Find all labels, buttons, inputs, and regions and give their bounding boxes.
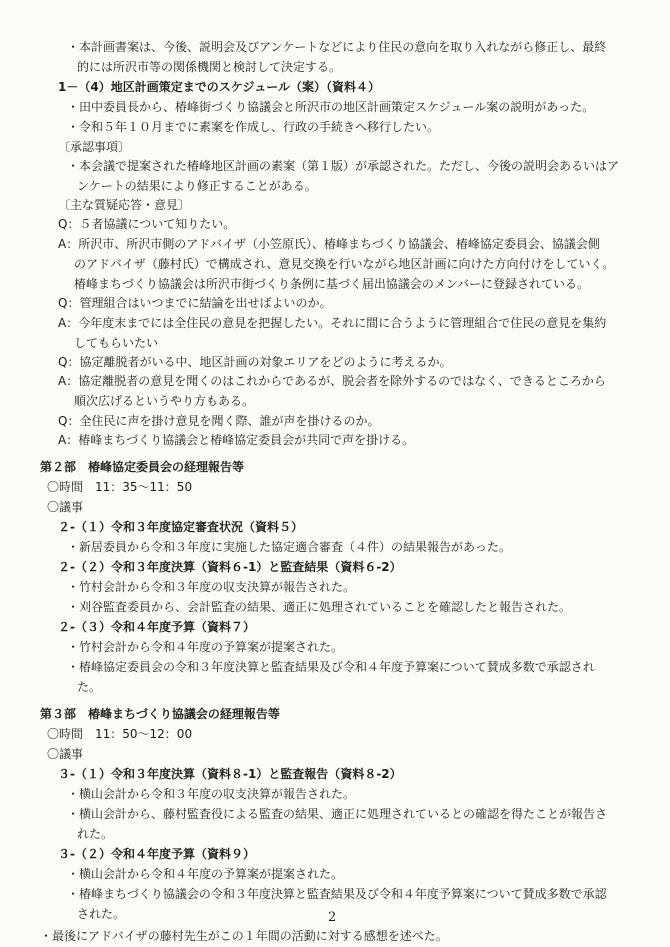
text-line: ・田中委員長から、椿峰街づくり協議会と所沢市の地区計画策定スケジュール案の説明があった。 bbox=[67, 100, 595, 114]
text-line: 的には所沢市等の関係機関と検討して決定する。 bbox=[77, 60, 342, 74]
text-line: Q：協定離脱者がいる中、地区計画の対象エリアをどのように考えるか。 bbox=[58, 355, 452, 369]
text-line: A：椿峰まちづくり協議会と椿峰協定委員会が共同で声を掛ける。 bbox=[58, 433, 415, 447]
text-line: 順次広げるというやり方もある。 bbox=[74, 394, 255, 408]
text-line: ・新居委員から令和３年度に実施した協定適合審査（４件）の結果報告があった。 bbox=[67, 540, 511, 554]
section-heading: ２-（３）令和４年度予算（資料７） bbox=[58, 620, 255, 634]
text-line: ンケートの結果により修正することがある。 bbox=[77, 179, 317, 193]
page-number: 2 bbox=[328, 910, 337, 925]
closing-line: ・最後にアドバイザの藤村先生がこの１年間の活動に対する感想を述べた。 bbox=[40, 929, 448, 943]
text-line: ・本計画書案は、今後、説明会及びアンケートなどにより住民の意向を取り入れながら修正し、最終 bbox=[67, 40, 607, 54]
text-line: ・竹村会計から令和３年度の収支決算が報告された。 bbox=[67, 580, 356, 594]
text-line: 〇時間 11：50～12：00 bbox=[47, 727, 193, 741]
text-line: ・椿峰協定委員会の令和３年度決算と監査結果及び令和４年度予算案について賛成多数で承認され bbox=[67, 660, 595, 674]
text-line: れた。 bbox=[77, 827, 114, 841]
text-line: Q：５者協議について知りたい。 bbox=[58, 217, 236, 231]
text-line: 〇議事 bbox=[47, 747, 84, 761]
section-heading: ３-（１）令和３年度決算（資料８-1）と監査報告（資料８-2） bbox=[58, 767, 402, 781]
text-line: A：協定離脱者の意見を聞くのはこれからであるが、脱会者を除外するのではなく、できるところから bbox=[58, 374, 606, 388]
text-line: ・椿峰まちづくり協議会の令和３年度決算と監査結果及び令和４年度予算案について賛成多数で承認 bbox=[67, 887, 607, 901]
part-heading: 第２部 椿峰協定委員会の経理報告等 bbox=[40, 460, 245, 474]
section-heading: ３-（２）令和４年度予算（資料９） bbox=[58, 847, 255, 861]
text-line: ・令和５年１０月までに素案を作成し、行政の手続きへ移行したい。 bbox=[67, 120, 440, 134]
text-line: のアドバイザ（藤村氏）で構成され、意見交換を行いながら地区計画に向けた方向付けをしていく。 bbox=[74, 257, 615, 271]
text-line: ・横山会計から、藤村監査役による監査の結果、適正に処理されているとの確認を得たことが報告さ bbox=[67, 807, 608, 821]
text-line: してもらいたい bbox=[74, 336, 159, 350]
section-heading: 1－（4）地区計画策定までのスケジュール（案）（資料４） bbox=[58, 80, 380, 94]
text-line: た。 bbox=[77, 680, 102, 694]
text-line: された。 bbox=[77, 907, 126, 921]
section-heading: ２-（２）令和３年度決算（資料６-1）と監査結果（資料６-2） bbox=[58, 560, 402, 574]
text-line: 〇時間 11：35～11：50 bbox=[47, 480, 193, 494]
text-line: ・横山会計から令和３年度の収支決算が報告された。 bbox=[67, 787, 356, 801]
text-line: ・刈谷監査委員から、会計監査の結果、適正に処理されていることを確認したと報告された。 bbox=[67, 600, 572, 614]
part-heading: 第３部 椿峰まちづくり協議会の経理報告等 bbox=[40, 707, 280, 721]
text-line: ・竹村会計から令和４年度の予算案が提案された。 bbox=[67, 640, 344, 654]
section-heading: ２-（１）令和３年度協定審査状況（資料５） bbox=[58, 520, 303, 534]
text-line: ・横山会計から令和４年度の予算案が提案された。 bbox=[67, 867, 344, 881]
text-line: 〔承認事項〕 bbox=[58, 140, 131, 154]
text-line: 椿峰まちづくり協議会は所沢市街づくり条例に基づく届出協議会のメンバーに登録されている。 bbox=[74, 277, 590, 291]
text-line: 〇議事 bbox=[47, 500, 84, 514]
text-line: ・本会議で提案された椿峰地区計画の素案（第１版）が承認された。ただし、今後の説明会あるいはア bbox=[67, 159, 620, 173]
text-line: A：所沢市、所沢市側のアドバイザ（小笠原氏）、椿峰まちづくり協議会、椿峰協定委員会、協議会側 bbox=[58, 237, 600, 251]
text-line: A：今年度末までには全住民の意見を把握したい。それに間に合うように管理組合で住民の意見を集約 bbox=[58, 316, 607, 330]
text-line: 〔主な質疑応答・意見〕 bbox=[58, 198, 191, 212]
text-line: Q：管理組合はいつまでに結論を出せばよいのか。 bbox=[58, 296, 332, 310]
text-line: Q：全住民に声を掛け意見を聞く際、誰が声を掛けるのか。 bbox=[58, 414, 380, 428]
